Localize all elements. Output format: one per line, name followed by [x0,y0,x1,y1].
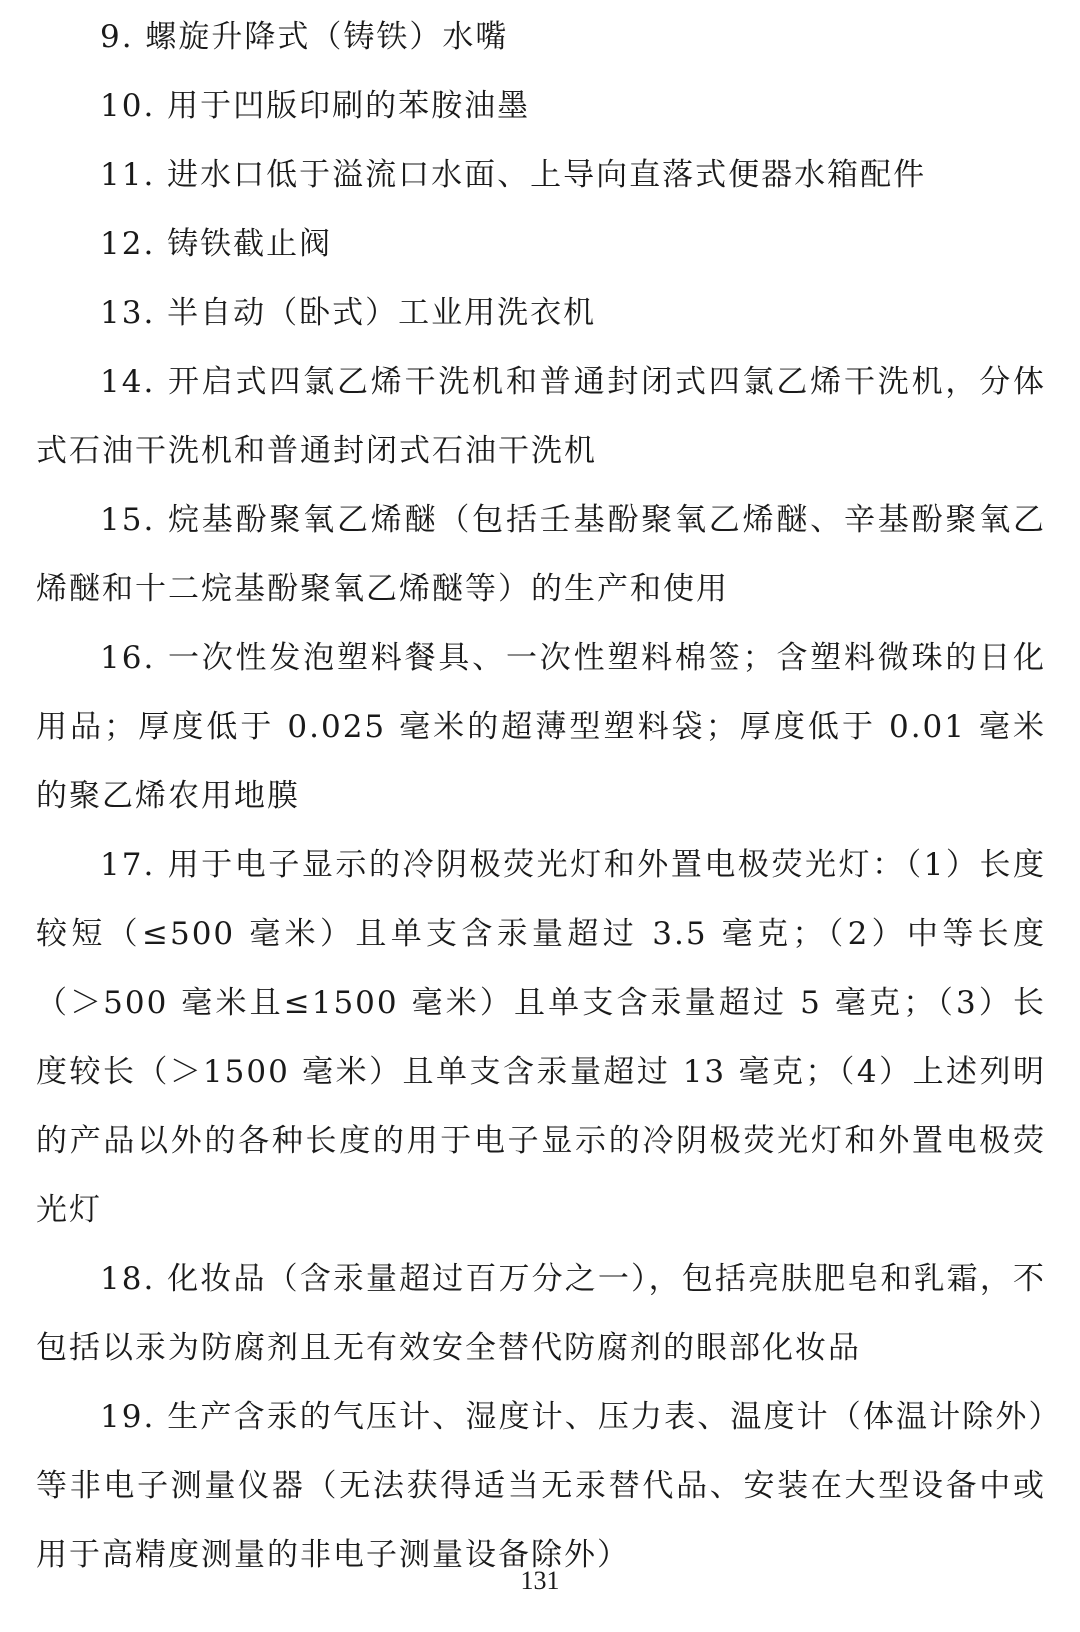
item-list [36,3,1046,1590]
list-item-19: 19. 生产含汞的气压计、湿度计、压力表、温度计（体温计除外）等非电子测量仪器（无法获得适当无汞替代品、安装在大型设备中或用于高精度测量的非电子测量设备除外） [36,1399,1046,1573]
list-item-9: 9. 螺旋升降式（铸铁）水嘴 [100,19,509,55]
list-item-12: 12. 铸铁截止阀 [100,226,333,262]
list-item-13: 13. 半自动（卧式）工业用洗衣机 [100,295,597,331]
list-item-14: 14. 开启式四氯乙烯干洗机和普通封闭式四氯乙烯干洗机，分体式石油干洗机和普通封闭式石油干洗机 [36,364,1046,469]
list-item-11: 11. 进水口低于溢流口水面、上导向直落式便器水箱配件 [100,157,927,193]
list-item-10: 10. 用于凹版印刷的苯胺油墨 [100,88,531,124]
list-item-17: 17. 用于电子显示的冷阴极荧光灯和外置电极荧光灯：（1）长度较短（≤500 毫米）且单支含汞量超过 3.5 毫克；（2）中等长度（＞500 毫米且≤1500 毫米）且单支含汞量超过 5 毫克；（3）长度较长（＞1500 毫米）且单支含汞量超过 13 毫克；（4）上述列明的产品以外的各种长度的用于电子显示的冷阴极荧光灯和外置电极荧光灯 [36,847,1046,1228]
list-item-18: 18. 化妆品（含汞量超过百万分之一），包括亮肤肥皂和乳霜，不包括以汞为防腐剂且无有效安全替代防腐剂的眼部化妆品 [36,1261,1046,1366]
document-page [36,0,1046,1632]
list-item-16: 16. 一次性发泡塑料餐具、一次性塑料棉签；含塑料微珠的日化用品；厚度低于 0.025 毫米的超薄型塑料袋；厚度低于 0.01 毫米的聚乙烯农用地膜 [36,640,1046,814]
list-item-15: 15. 烷基酚聚氧乙烯醚（包括壬基酚聚氧乙烯醚、辛基酚聚氧乙烯醚和十二烷基酚聚氧乙烯醚等）的生产和使用 [36,502,1046,607]
page-number: 131 [520,1566,560,1595]
